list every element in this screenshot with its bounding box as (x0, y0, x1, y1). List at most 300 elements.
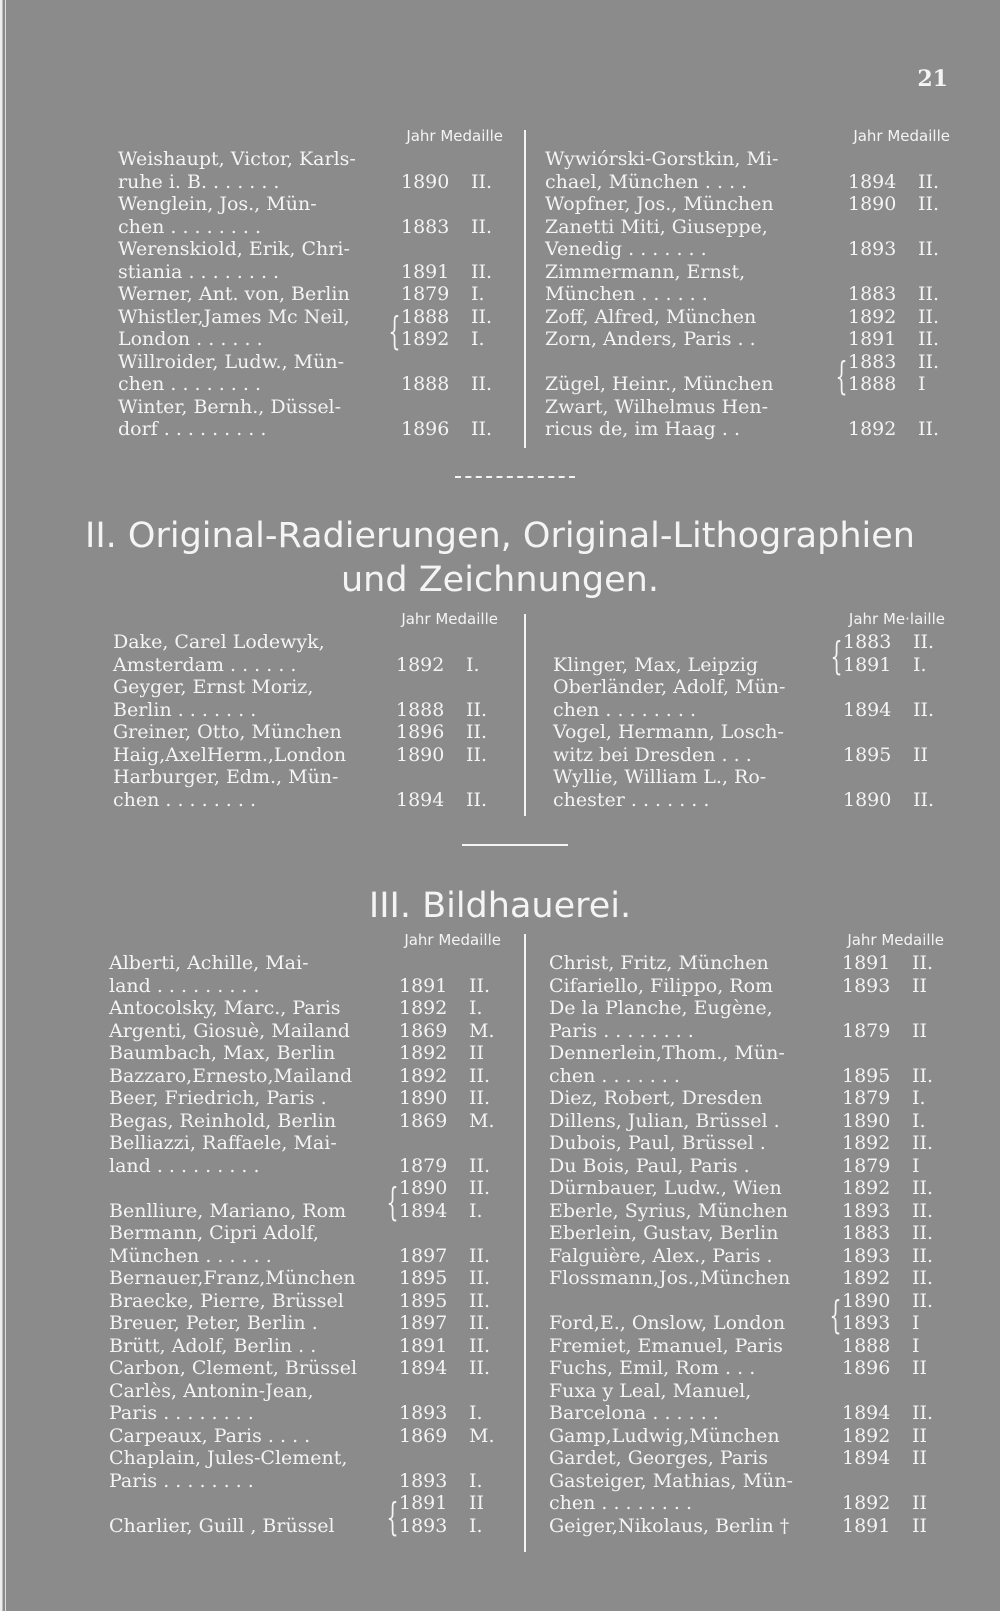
year-value: 1892 (842, 1132, 891, 1154)
artist-name: Haig,AxelHerm.,London (113, 743, 347, 766)
artist-name: Fremiet, Emanuel, Paris (549, 1334, 783, 1357)
year-value: 1892 (842, 1177, 891, 1199)
medal-value: II. (918, 283, 940, 305)
medal-value: I. (469, 997, 483, 1019)
year-value: 1883 (843, 631, 892, 653)
entry-row (109, 1312, 501, 1335)
medal-value: II (912, 1492, 928, 1514)
medal-value: II. (912, 1289, 934, 1312)
year-value: 1893 (842, 1244, 891, 1267)
entry-row (549, 1245, 944, 1268)
medal-value: II (912, 974, 928, 997)
section-title: III. Bildhauerei. (368, 886, 632, 926)
year-value: 1892 (848, 418, 897, 440)
artist-name: Zimmermann, Ernst, München . . . . . . (545, 260, 746, 305)
year-value: 1897 (399, 1312, 448, 1334)
medal-value: II (912, 1447, 928, 1469)
artist-name: Gasteiger, Mathias, Mün- chen . . . . . . . . (549, 1469, 793, 1514)
year-value: 1888 (401, 305, 450, 328)
artist-name: Antocolsky, Marc., Paris (109, 997, 341, 1019)
year-value: 1891 (401, 260, 450, 283)
year-value: 1895 (843, 743, 892, 766)
medals-cell (469, 1492, 501, 1537)
year-value: 1892 (401, 328, 450, 350)
years-cell (401, 306, 471, 351)
column-divider (524, 934, 526, 1552)
year-value: 1892 (842, 1424, 891, 1447)
year-value: 1893 (842, 1312, 891, 1334)
medal-value: II. (918, 328, 940, 350)
medal-value: II. (469, 1064, 491, 1087)
artist-name: Greiner, Otto, München (113, 721, 342, 743)
year-value: 1896 (401, 418, 450, 440)
medal-value: II. (912, 1402, 934, 1424)
entry-row (549, 1425, 944, 1448)
year-value: 1891 (842, 952, 891, 974)
year-value: 1892 (399, 997, 448, 1019)
entry-list (549, 952, 944, 1537)
entry-row (549, 1200, 944, 1223)
section-title: II. Original-Radierungen, Original-Lithographien (85, 516, 915, 556)
medal-value: II. (466, 788, 488, 811)
medal-value: II. (469, 1312, 491, 1334)
entry-row (113, 631, 498, 676)
entry-row (549, 1110, 944, 1133)
entry-row (545, 193, 950, 216)
section3-right-column (549, 930, 944, 1537)
artist-name: Breuer, Peter, Berlin . (109, 1312, 318, 1334)
year-value: 1869 (399, 1109, 448, 1132)
entry-row (545, 148, 950, 193)
entry-row (118, 283, 503, 306)
medal-value: II. (912, 1267, 934, 1289)
medal-value: II. (912, 1132, 934, 1154)
medal-value: II. (469, 1267, 491, 1289)
years-cell (842, 1290, 912, 1335)
artist-name: Zorn, Anders, Paris . . (545, 328, 756, 350)
year-value: 1888 (848, 373, 897, 395)
medal-value: II. (912, 1199, 934, 1222)
medal-value: II. (471, 215, 493, 238)
artist-name: Klinger, Max, Leipzig (553, 653, 758, 676)
medal-value: M. (469, 1109, 495, 1132)
entry-row (549, 1470, 944, 1515)
artist-name: Braecke, Pierre, Brüssel (109, 1289, 344, 1312)
year-value: 1883 (401, 215, 450, 238)
artist-name: Benlliure, Mariano, Rom (109, 1199, 347, 1222)
entry-list (109, 952, 501, 1537)
medals-cell (469, 1177, 501, 1222)
medals-cell (471, 306, 503, 351)
artist-name: Wyllie, William L., Ro- chester . . . . . . . (553, 766, 767, 811)
entry-row (118, 193, 503, 238)
medal-value: II. (469, 974, 491, 997)
medal-value: II (912, 1019, 928, 1042)
medal-value: II. (469, 1244, 491, 1267)
year-value: 1894 (399, 1199, 448, 1222)
column-header: Jahr Medaille (406, 127, 503, 145)
page-number: 21 (917, 66, 948, 92)
entry-row (549, 1177, 944, 1200)
year-value: 1892 (396, 653, 445, 676)
year-value: 1883 (842, 1222, 891, 1244)
medal-value: II. (912, 1064, 934, 1087)
year-value: 1883 (848, 350, 897, 373)
medal-value: I (912, 1334, 920, 1357)
section3-left-column (109, 930, 501, 1537)
medal-value: II. (469, 1087, 491, 1109)
column-header: Jahr Medaille (847, 931, 944, 949)
medal-value: II. (912, 952, 934, 974)
artist-name: Eberlein, Gustav, Berlin (549, 1222, 779, 1244)
year-value: 1894 (396, 788, 445, 811)
year-value: 1894 (399, 1357, 448, 1379)
artist-name: Eberle, Syrius, München (549, 1199, 789, 1222)
medal-value: I. (912, 1109, 926, 1132)
artist-name: Belliazzi, Raffaele, Mai- land . . . . . . . . . (109, 1132, 337, 1177)
brace-glyph: { (386, 1180, 399, 1224)
year-value: 1892 (842, 1267, 891, 1289)
entry-row (545, 261, 950, 306)
medal-value: I. (469, 1402, 483, 1424)
artist-name: Carbon, Clement, Brüssel (109, 1357, 358, 1379)
entry-row (109, 1087, 501, 1110)
medal-value: II. (466, 721, 488, 743)
year-value: 1893 (842, 974, 891, 997)
artist-name: Ford,E., Onslow, London (549, 1312, 786, 1334)
medal-value: II (912, 1424, 928, 1447)
medal-value: I. (471, 283, 485, 305)
entry-row (113, 744, 498, 767)
artist-name: Gardet, Georges, Paris (549, 1447, 769, 1469)
medal-value: I. (469, 1469, 483, 1492)
year-value: 1895 (842, 1064, 891, 1087)
entry-row (109, 1110, 501, 1133)
artist-name: Flossmann,Jos.,München (549, 1267, 791, 1289)
entry-row (109, 1335, 501, 1358)
year-value: 1891 (843, 653, 892, 676)
year-value: 1879 (842, 1154, 891, 1177)
entry-row (109, 1042, 501, 1065)
artist-name: Dennerlein,Thom., Mün- chen . . . . . . . (549, 1042, 785, 1087)
year-value: 1879 (842, 1019, 891, 1042)
medal-value: II. (918, 170, 940, 193)
medal-value: II. (469, 1357, 491, 1379)
year-value: 1894 (848, 170, 897, 193)
year-value: 1890 (399, 1087, 448, 1109)
year-value: 1891 (848, 328, 897, 350)
artist-name: Werner, Ant. von, Berlin (118, 283, 350, 305)
year-value: 1896 (396, 721, 445, 743)
artist-name: Argenti, Giosuè, Mailand (109, 1019, 350, 1042)
medal-value: II. (918, 193, 940, 215)
year-value: 1893 (399, 1469, 448, 1492)
year-value: 1879 (401, 283, 450, 305)
entry-row (109, 1065, 501, 1088)
section2-left-column (113, 609, 498, 811)
artist-name: Dubois, Paul, Brüssel . (549, 1132, 766, 1154)
entry-row (549, 1290, 944, 1335)
medal-value: II. (466, 698, 488, 721)
artist-name: Whistler,James Mc Neil, London . . . . . . (118, 305, 350, 350)
entry-row (549, 975, 944, 998)
brace-glyph: { (829, 1292, 842, 1337)
medal-value: II (913, 743, 929, 766)
artist-name: Diez, Robert, Dresden (549, 1087, 763, 1109)
medal-value: II (912, 1357, 928, 1379)
artist-name: Brütt, Adolf, Berlin . . (109, 1334, 317, 1357)
section-title: und Zeichnungen. (341, 560, 659, 600)
entry-row (109, 1492, 501, 1537)
year-value: 1888 (396, 698, 445, 721)
entry-row (118, 351, 503, 396)
medal-value: II. (471, 373, 493, 395)
year-value: 1896 (842, 1357, 891, 1379)
year-value: 1888 (401, 373, 450, 395)
brace-glyph: { (835, 353, 848, 398)
medals-cell (918, 351, 950, 396)
entry-row (109, 1267, 501, 1290)
medal-value: I. (469, 1199, 483, 1222)
artist-name: Zwart, Wilhelmus Hen- ricus de, im Haag . . (545, 395, 769, 440)
year-value: 1890 (843, 788, 892, 811)
artist-name: Zoff, Alfred, München (545, 305, 757, 328)
year-value: 1890 (399, 1177, 448, 1199)
artist-name: Werenskiold, Erik, Chri- stiania . . . . . . . . (118, 238, 350, 283)
column-header: Jahr Medaille (853, 127, 950, 145)
entry-row (549, 1267, 944, 1290)
entry-row (113, 676, 498, 721)
entry-row (545, 351, 950, 396)
year-value: 1892 (399, 1064, 448, 1087)
entry-row (549, 1335, 944, 1358)
entry-row (549, 1447, 944, 1470)
medal-value: II. (469, 1334, 491, 1357)
entry-row (553, 676, 945, 721)
entry-list (553, 631, 945, 811)
artist-name: Bermann, Cipri Adolf, München . . . . . . (109, 1222, 319, 1267)
entry-row (109, 952, 501, 997)
section-divider-dashes (455, 476, 575, 478)
artist-name: Geyger, Ernst Moriz, Berlin . . . . . . . (113, 676, 314, 721)
entry-row (118, 148, 503, 193)
entry-row (109, 1132, 501, 1177)
medal-value: I (912, 1154, 920, 1177)
brace-glyph: { (830, 634, 843, 678)
year-value: 1893 (399, 1402, 448, 1424)
year-value: 1894 (843, 698, 892, 721)
medal-value: II. (471, 418, 493, 440)
entry-row (545, 216, 950, 261)
artist-name: Gamp,Ludwig,München (549, 1424, 780, 1447)
artist-name: Begas, Reinhold, Berlin (109, 1109, 337, 1132)
artist-name: Willroider, Ludw., Mün- chen . . . . . . . . (118, 350, 344, 395)
entry-row (549, 997, 944, 1042)
artist-name: Carpeaux, Paris . . . . (109, 1424, 311, 1447)
year-value: 1869 (399, 1019, 448, 1042)
entry-row (109, 1222, 501, 1267)
artist-name: Bazzaro,Ernesto,Mailand (109, 1064, 353, 1087)
entry-row (549, 1132, 944, 1155)
medal-value: II. (912, 1244, 934, 1267)
medal-value: M. (469, 1424, 495, 1447)
year-value: 1869 (399, 1424, 448, 1447)
medal-value: II. (466, 743, 488, 766)
entry-row (549, 1155, 944, 1178)
artist-name: Falguière, Alex., Paris . (549, 1244, 773, 1267)
artist-name: Chaplain, Jules-Clement, Paris . . . . . . . . (109, 1447, 348, 1492)
entry-row (553, 766, 945, 811)
entry-row (549, 1380, 944, 1425)
artist-name: Zanetti Miti, Giuseppe, Venedig . . . . . . . (545, 215, 768, 260)
medal-value: I. (469, 1514, 483, 1537)
entry-row (109, 1357, 501, 1380)
years-cell (399, 1492, 469, 1537)
years-cell (843, 631, 913, 676)
medal-value: II. (469, 1177, 491, 1199)
artist-name: Wenglein, Jos., Mün- chen . . . . . . . . (118, 193, 317, 238)
artist-name: Oberländer, Adolf, Mün- chen . . . . . . . . (553, 676, 786, 721)
artist-name: Geiger,Nikolaus, Berlin † (549, 1514, 790, 1537)
entry-row (113, 766, 498, 811)
medals-cell (912, 1290, 944, 1335)
year-value: 1891 (399, 1334, 448, 1357)
entry-row (549, 1087, 944, 1110)
artist-name: Bernauer,Franz,München (109, 1267, 356, 1289)
entry-list (545, 148, 950, 441)
entry-row (109, 1380, 501, 1425)
year-value: 1890 (842, 1289, 891, 1312)
medal-value: II. (471, 170, 493, 193)
year-value: 1894 (842, 1402, 891, 1424)
year-value: 1879 (842, 1087, 891, 1109)
years-cell (848, 351, 918, 396)
artist-name: Baumbach, Max, Berlin (109, 1042, 336, 1064)
year-value: 1893 (399, 1514, 448, 1537)
year-value: 1879 (399, 1154, 448, 1177)
brace-glyph: { (386, 1495, 399, 1539)
brace-glyph: { (388, 308, 401, 353)
year-value: 1892 (399, 1042, 448, 1064)
artist-name: Christ, Fritz, München (549, 952, 769, 974)
medal-value: I (918, 373, 926, 395)
entry-row (113, 721, 498, 744)
medal-value: II. (471, 260, 493, 283)
column-divider (524, 130, 526, 448)
section1-left-column (118, 126, 503, 441)
year-value: 1892 (842, 1492, 891, 1514)
column-header: Jahr Me·laille (848, 610, 945, 628)
artist-name: Alberti, Achille, Mai- land . . . . . . . . . (109, 952, 309, 997)
artist-name: Harburger, Edm., Mün- chen . . . . . . . . (113, 766, 339, 811)
artist-name: Weishaupt, Victor, Karls- ruhe i. B. . . . . . . (118, 148, 356, 193)
medal-value: II (912, 1514, 928, 1537)
medal-value: I. (913, 653, 927, 676)
entry-row (109, 1177, 501, 1222)
medal-value: II. (912, 1177, 934, 1199)
entry-row (549, 1515, 944, 1538)
entry-row (553, 631, 945, 676)
year-value: 1897 (399, 1244, 448, 1267)
year-value: 1890 (848, 193, 897, 215)
artist-name: De la Planche, Eugène, Paris . . . . . . . . (549, 997, 773, 1042)
entry-list (118, 148, 503, 441)
year-value: 1891 (399, 1492, 448, 1514)
column-divider (524, 614, 526, 816)
entry-row (549, 1357, 944, 1380)
year-value: 1893 (842, 1199, 891, 1222)
year-value: 1891 (842, 1514, 891, 1537)
artist-name: Du Bois, Paul, Paris . (549, 1154, 750, 1177)
year-value: 1890 (396, 743, 445, 766)
year-value: 1893 (848, 238, 897, 260)
years-cell (399, 1177, 469, 1222)
entry-row (549, 1042, 944, 1087)
artist-name: Beer, Friedrich, Paris . (109, 1087, 327, 1109)
column-header: Jahr Medaille (401, 610, 498, 628)
medal-value: II. (912, 1222, 934, 1244)
artist-name: Vogel, Hermann, Losch- witz bei Dresden . . . (553, 721, 784, 766)
medal-value: I. (466, 653, 480, 676)
medal-value: I. (912, 1087, 926, 1109)
medal-value: II. (918, 350, 940, 373)
section1-right-column (545, 126, 950, 441)
year-value: 1890 (401, 170, 450, 193)
year-value: 1895 (399, 1267, 448, 1289)
medal-value: II (469, 1492, 485, 1514)
medal-value: II (469, 1042, 485, 1064)
medals-cell (913, 631, 945, 676)
entry-row (109, 1020, 501, 1043)
year-value: 1892 (848, 305, 897, 328)
year-value: 1894 (842, 1447, 891, 1469)
artist-name: Winter, Bernh., Düssel- dorf . . . . . . . . . (118, 395, 342, 440)
artist-name: Wywiórski-Gorstkin, Mi- chael, München . . . . (545, 148, 779, 193)
medal-value: II. (918, 305, 940, 328)
artist-name: Dillens, Julian, Brüssel . (549, 1109, 780, 1132)
artist-name: Cifariello, Filippo, Rom (549, 974, 774, 997)
medal-value: I (912, 1312, 920, 1334)
artist-name: Zügel, Heinr., München (545, 373, 774, 395)
scan-edge (0, 0, 8, 1611)
medal-value: II. (469, 1289, 491, 1312)
entry-row (109, 1425, 501, 1448)
artist-name: Dake, Carel Lodewyk, Amsterdam . . . . . . (113, 631, 325, 676)
section2-right-column (553, 609, 945, 811)
artist-name: Fuchs, Emil, Rom . . . (549, 1357, 756, 1379)
medal-value: M. (469, 1019, 495, 1042)
entry-row (549, 952, 944, 975)
artist-name: Fuxa y Leal, Manuel, Barcelona . . . . . . (549, 1379, 752, 1424)
artist-name: Dürnbauer, Ludw., Wien (549, 1177, 782, 1199)
artist-name: Carlès, Antonin-Jean, Paris . . . . . . . . (109, 1379, 314, 1424)
entry-row (553, 721, 945, 766)
column-header: Jahr Medaille (404, 931, 501, 949)
year-value: 1895 (399, 1289, 448, 1312)
year-value: 1890 (842, 1109, 891, 1132)
entry-row (549, 1222, 944, 1245)
entry-row (109, 1447, 501, 1492)
medal-value: II. (918, 238, 940, 260)
artist-name: Wopfner, Jos., München (545, 193, 774, 215)
year-value: 1891 (399, 974, 448, 997)
entry-row (109, 997, 501, 1020)
medal-value: II. (469, 1154, 491, 1177)
medal-value: II. (913, 788, 935, 811)
entry-row (118, 238, 503, 283)
medal-value: II. (918, 418, 940, 440)
entry-row (118, 306, 503, 351)
